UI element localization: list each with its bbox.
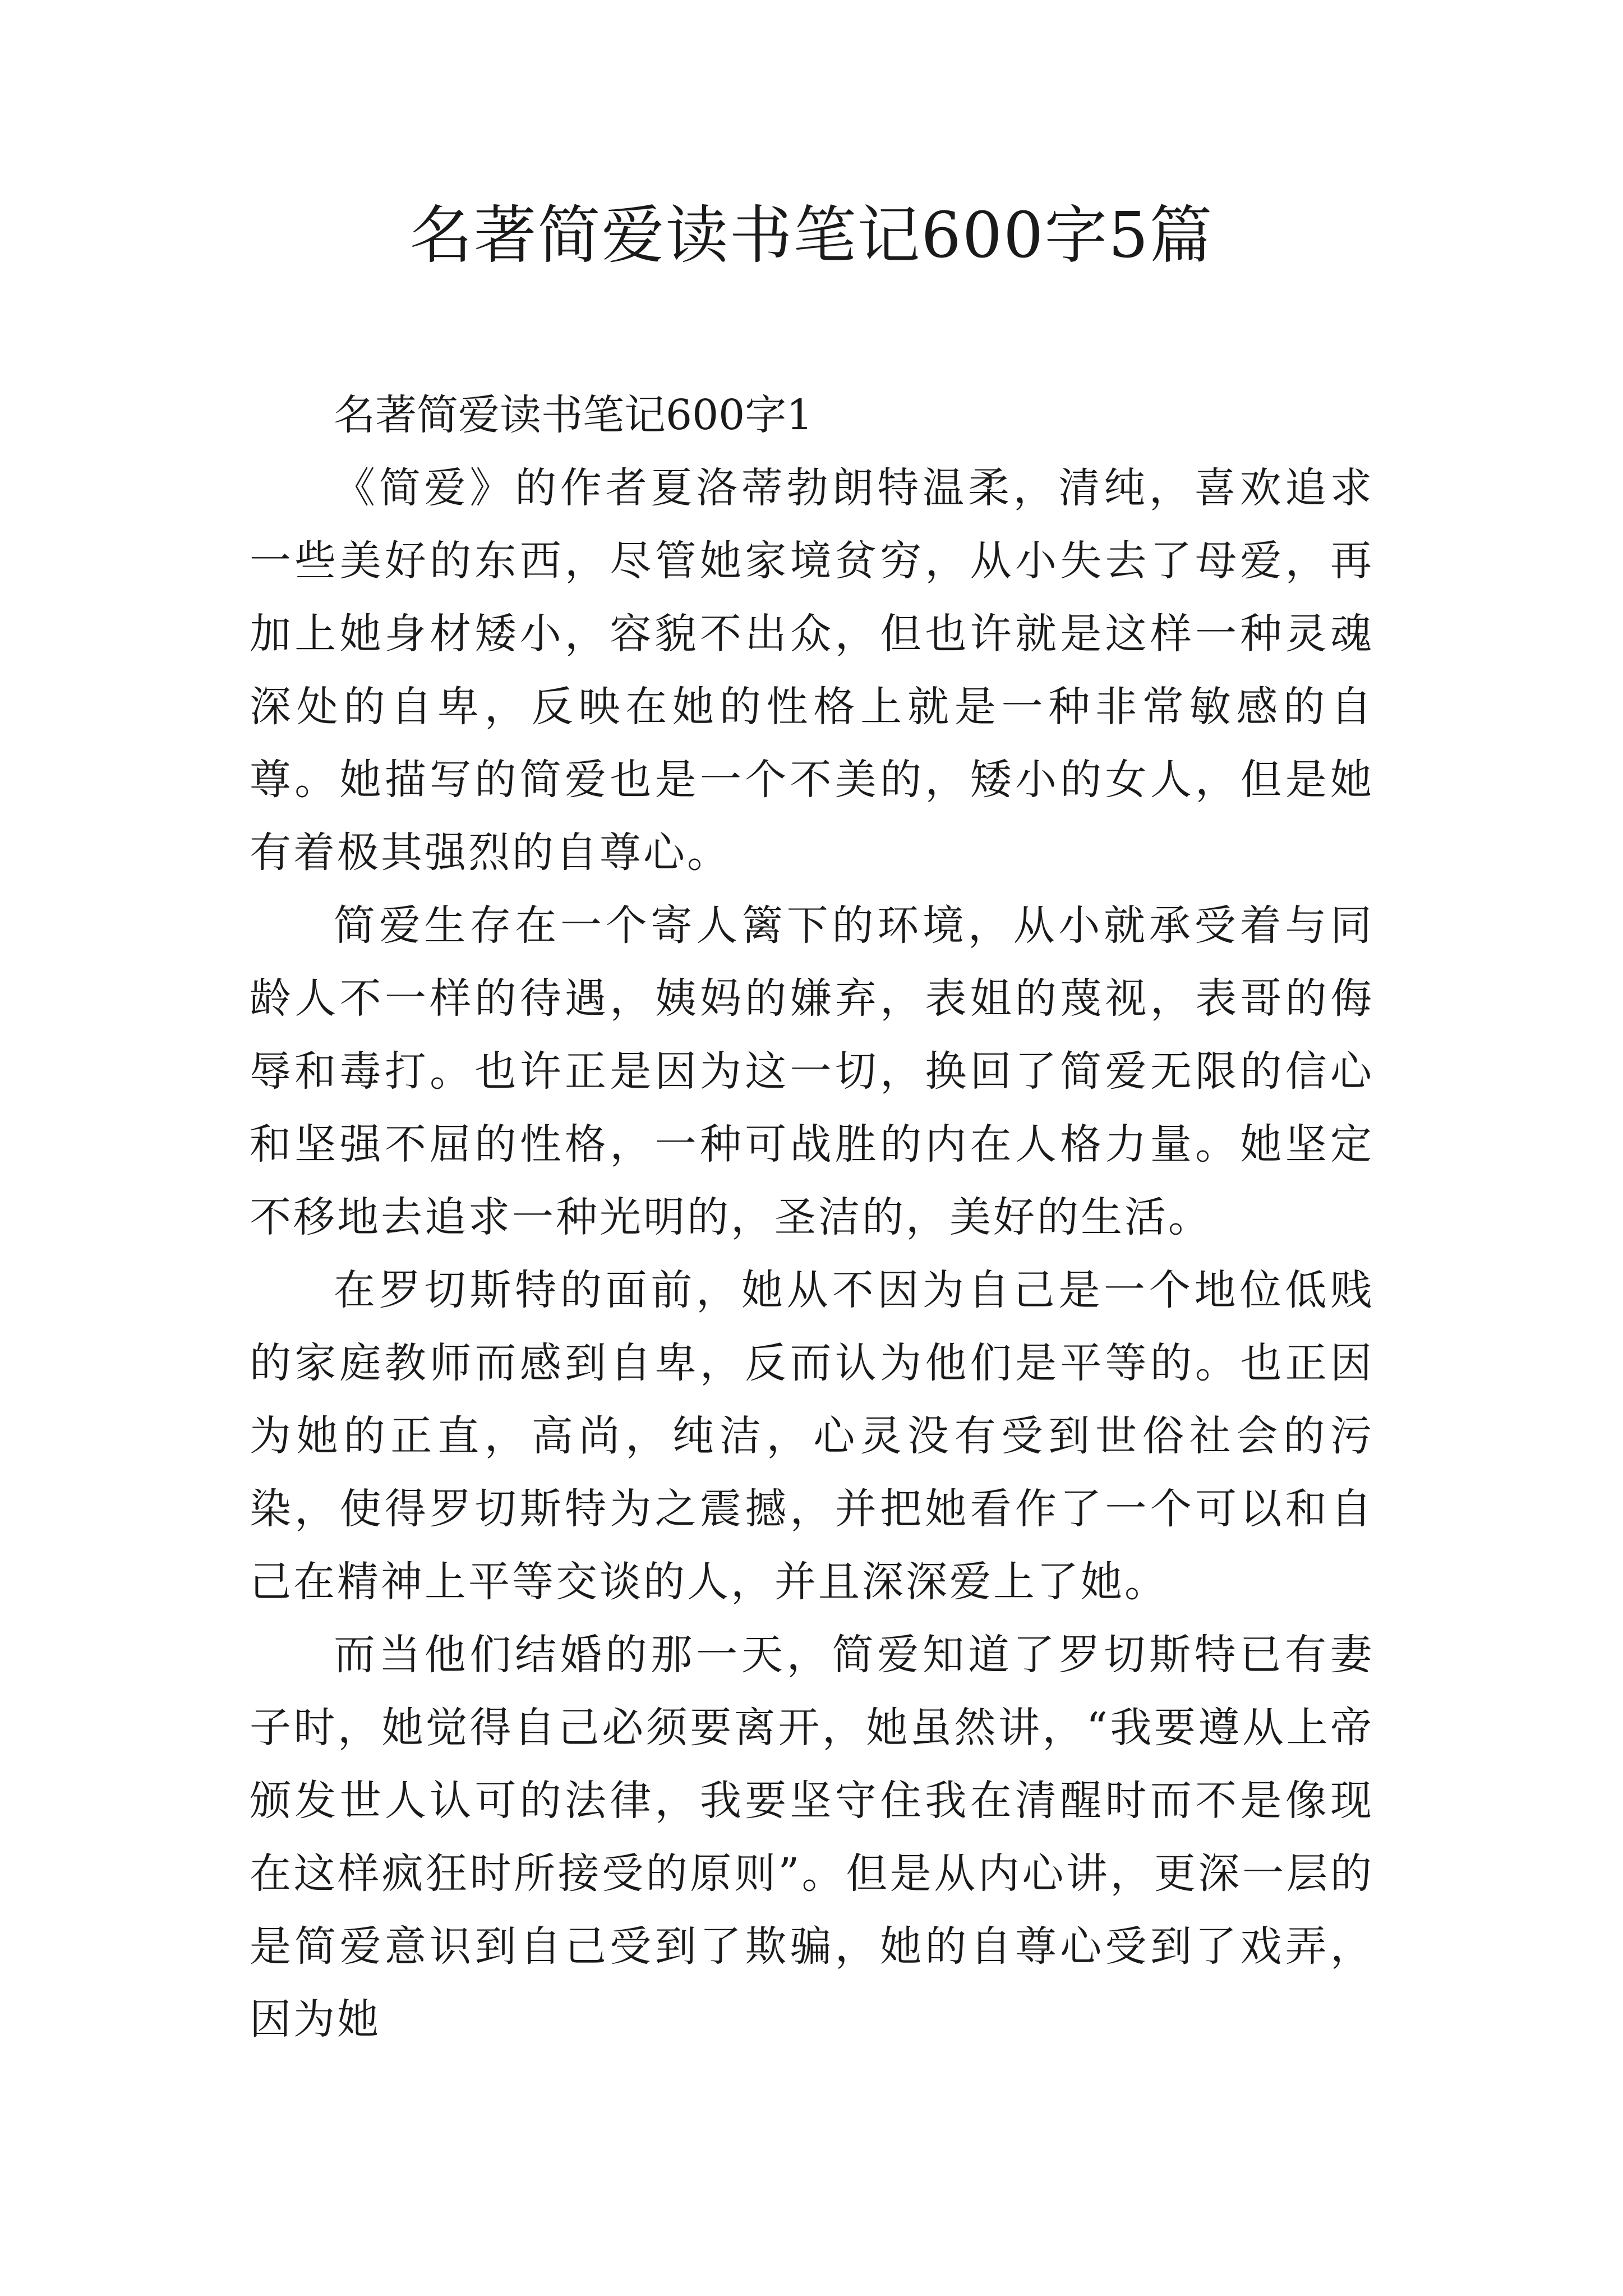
paragraph-2: 简爱生存在一个寄人篱下的环境，从小就承受着与同龄人不一样的待遇，姨妈的嫌弃，表姐的蔑视，表哥的侮辱和毒打。也许正是因为这一切，换回了简爱无限的信心和坚强不屈的性格，一种可战胜的内在人格力量。她坚定不移地去追求一种光明的，圣洁的，美好的生活。 [250,901,1374,1241]
document-body [250,379,1374,2056]
section-heading: 名著简爱读书笔记600字1 [334,391,813,439]
paragraph-4: 而当他们结婚的那一天，简爱知道了罗切斯特已有妻子时，她觉得自己必须要离开，她虽然讲，“我要遵从上帝颁发世人认可的法律，我要坚守住我在清醒时而不是像现在这样疯狂时所接受的原则”。但是从内心讲，更深一层的是简爱意识到自己受到了欺骗，她的自尊心受到了戏弄，因为她 [250,1631,1374,2044]
document-title: 名著简爱读书笔记600字5篇 [409,199,1214,272]
paragraph-1: 《简爱》的作者夏洛蒂勃朗特温柔，清纯，喜欢追求一些美好的东西，尽管她家境贫穷，从小失去了母爱，再加上她身材矮小，容貌不出众，但也许就是这样一种灵魂深处的自卑，反映在她的性格上就是一种非常敏感的自尊。她描写的简爱也是一个不美的，矮小的女人，但是她有着极其强烈的自尊心。 [250,464,1374,877]
paragraph-3: 在罗切斯特的面前，她从不因为自己是一个地位低贱的家庭教师而感到自卑，反而认为他们是平等的。也正因为她的正直，高尚，纯洁，心灵没有受到世俗社会的污染，使得罗切斯特为之震撼，并把她看作了一个可以和自己在精神上平等交谈的人，并且深深爱上了她。 [250,1266,1374,1606]
